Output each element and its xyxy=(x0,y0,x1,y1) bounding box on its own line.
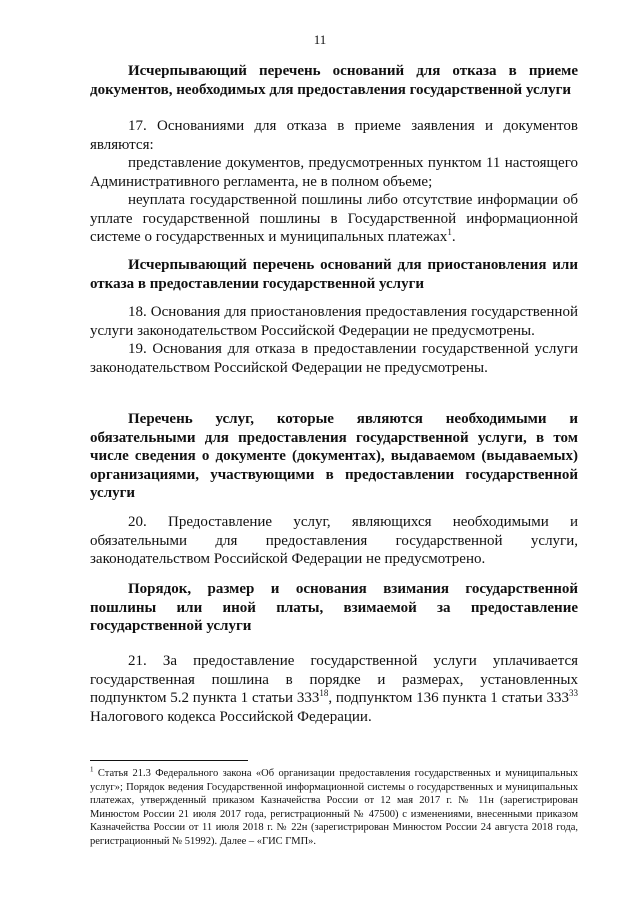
paragraph-text: Налогового кодекса Российской Федерации. xyxy=(90,708,372,725)
section-body xyxy=(90,513,578,569)
footnote-divider xyxy=(90,760,248,761)
section-heading: Исчерпывающий перечень оснований для отказа в приеме документов, необходимых для предоставления государственной услуги xyxy=(90,63,578,98)
footnote xyxy=(90,767,578,849)
section-suspension xyxy=(90,256,578,293)
paragraph-19: 19. Основания для отказа в предоставлении государственной услуги законодательством Российской Федерации не предусмотрены. xyxy=(90,341,578,376)
paragraph-text: , подпунктом 136 пункта 1 статьи 333 xyxy=(328,690,569,706)
page-number: 11 xyxy=(313,32,327,47)
section-required-services xyxy=(90,410,578,503)
section-heading: Исчерпывающий перечень оснований для приостановления или отказа в предоставлении государственной услуги xyxy=(90,257,578,292)
footnote-ref: 1 xyxy=(447,227,452,237)
paragraph-text: 21. За предоставление государственной услуги уплачивается государственная пошлина в порядке и размерах, установленных подпунктом 5.2 пункта 1 статьи 333 xyxy=(90,653,578,706)
section-body xyxy=(90,652,578,726)
paragraph-17: 17. Основаниями для отказа в приеме заявления и документов являются: xyxy=(90,118,578,153)
superscript: 18 xyxy=(319,688,329,698)
paragraph-17-item-a: представление документов, предусмотренных пунктом 11 настоящего Административного регламента, не в полном объеме; xyxy=(90,155,578,190)
superscript: 33 xyxy=(568,688,578,698)
section-heading: Перечень услуг, которые являются необходимыми и обязательными для предоставления государственной услуги, в том числе сведения о документе (документах), выдаваемом (выдаваемых) организациями, участвующими в предоставлении государственной услуги xyxy=(90,411,578,501)
section-heading: Порядок, размер и основания взимания государственной пошлины или иной платы, взимаемой за предоставление государственной услуги xyxy=(90,581,578,634)
paragraph-text: неуплата государственной пошлины либо отсутствие информации об уплате государственной пошлины в Государственной информационной системе о государственных и муниципальных платежах xyxy=(90,192,578,245)
paragraph-text: . xyxy=(451,229,456,245)
paragraph-20: 20. Предоставление услуг, являющихся необходимыми и обязательными для предоставления государственной услуги, законодательством Российской Федерации не предусмотрено. xyxy=(90,514,578,567)
paragraph-17-item-b xyxy=(90,191,578,247)
section-body xyxy=(90,303,578,377)
section-refusal-acceptance xyxy=(90,62,578,99)
paragraph-21 xyxy=(90,652,578,726)
section-state-duty xyxy=(90,580,578,636)
footnote-mark: 1 xyxy=(90,765,94,774)
paragraph-18: 18. Основания для приостановления предоставления государственной услуги законодательством Российской Федерации не предусмотрены. xyxy=(90,304,578,339)
footnote-text: Статья 21.3 Федерального закона «Об организации предоставления государственных и муниципальных услуг»; Порядок ведения Государственной информационной системы о государственных и муниципальных платежах, утвержденный приказом Казначейства России от 12 мая 2017 г. № 11н (зарегистрирован Минюстом России 21 июля 2017 года, регистрационный № 47500) с изменениями, внесенными приказом Казначейства России от 11 июля 2018 г. № 22н (зарегистрирован Минюстом России 24 августа 2018 года, регистрационный № 51992). Далее – «ГИС ГМП». xyxy=(90,768,578,847)
section-body xyxy=(90,117,578,247)
